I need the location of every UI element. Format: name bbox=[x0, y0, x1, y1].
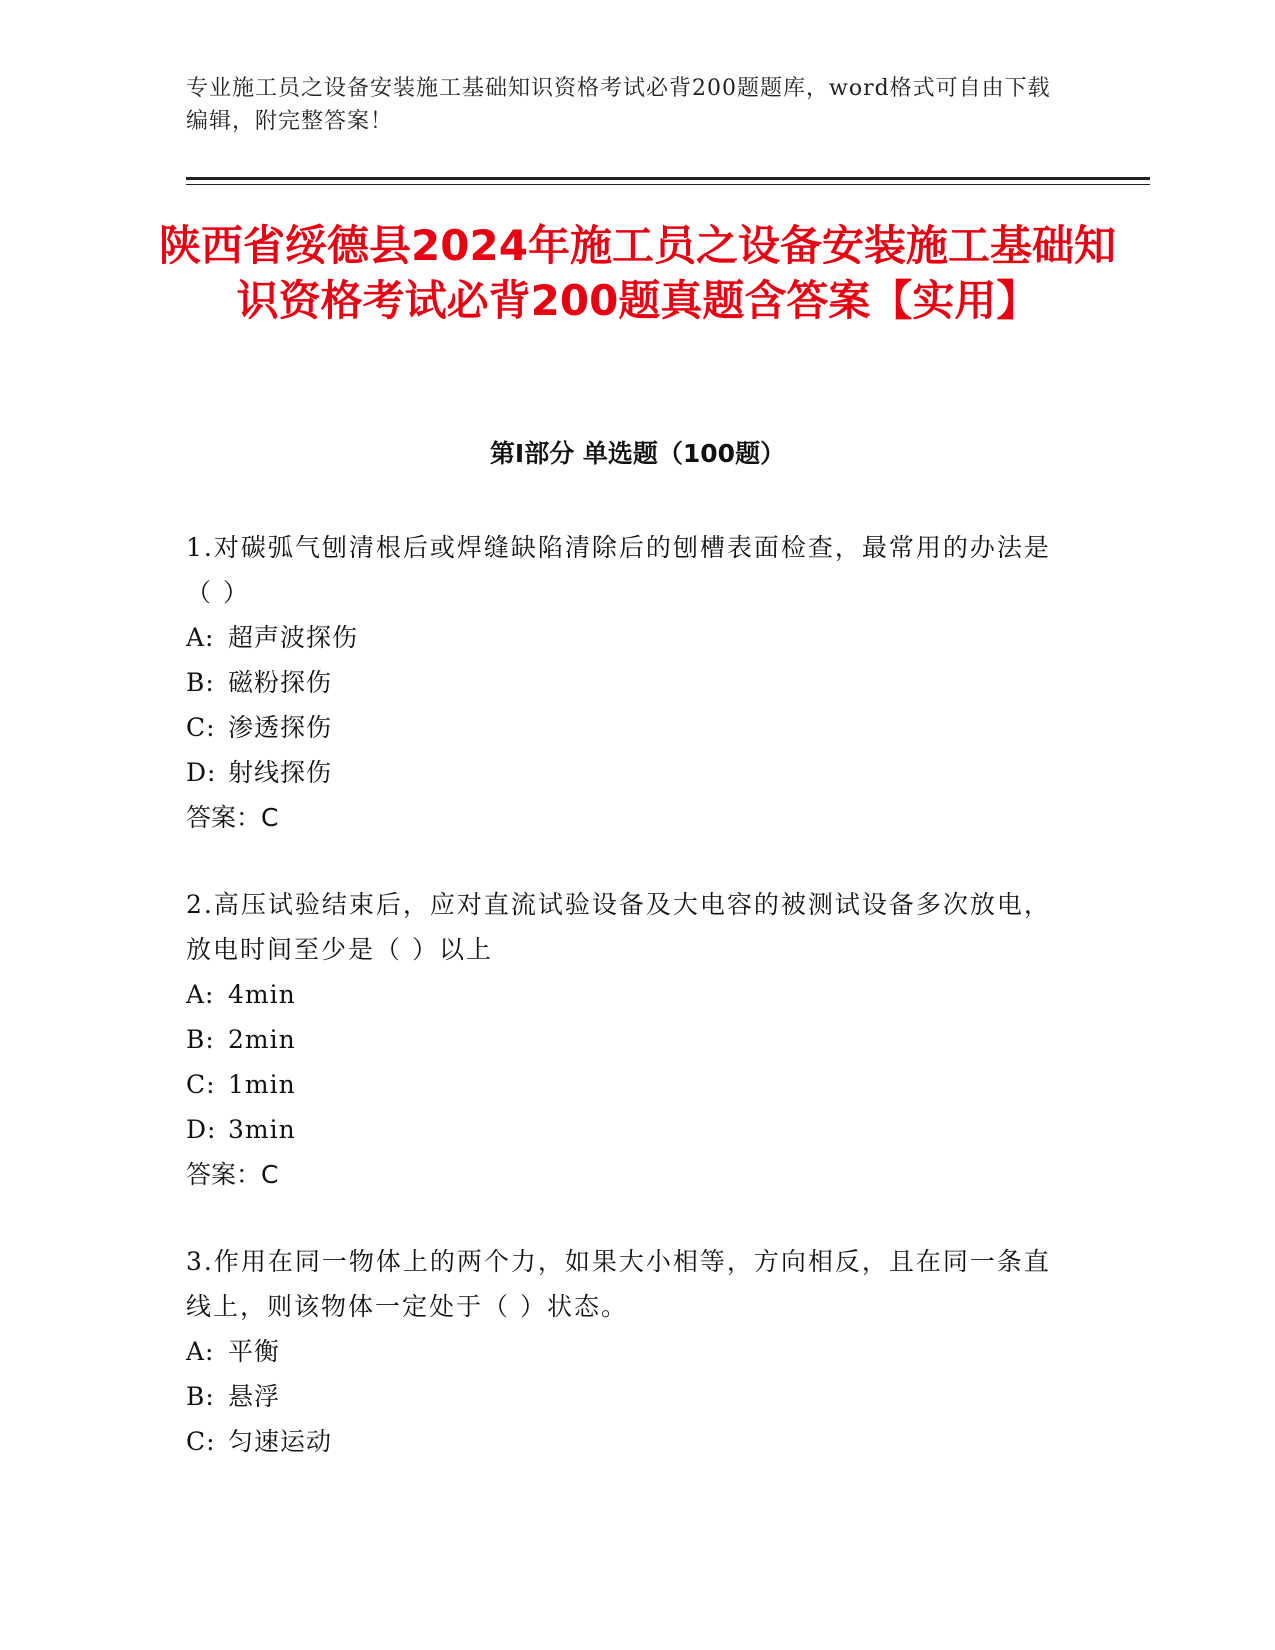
option-d bbox=[186, 750, 1066, 795]
answer-value: C bbox=[261, 1160, 279, 1189]
option-c bbox=[186, 705, 1066, 750]
option-letter: B: bbox=[186, 668, 215, 697]
option-a bbox=[186, 972, 1066, 1017]
option-text: 4min bbox=[228, 980, 296, 1009]
answer-label: 答案： bbox=[186, 1160, 262, 1189]
option-a bbox=[186, 1329, 1066, 1374]
option-d bbox=[186, 1107, 1066, 1152]
option-text: 磁粉探伤 bbox=[228, 668, 333, 697]
option-letter: C: bbox=[186, 1427, 216, 1456]
option-letter: C: bbox=[186, 713, 216, 742]
answer-line bbox=[186, 1152, 1066, 1197]
question-stem: 1.对碳弧气刨清根后或焊缝缺陷清除后的刨槽表面检查，最常用的办法是（ ） bbox=[186, 533, 1051, 607]
document-title: 陕西省绥德县2024年施工员之设备安装施工基础知识资格考试必背200题真题含答案【实用】 bbox=[159, 221, 1116, 325]
answer-value: C bbox=[261, 803, 279, 832]
header-divider-thick bbox=[186, 177, 1150, 180]
option-c bbox=[186, 1419, 1066, 1464]
option-letter: C: bbox=[186, 1070, 216, 1099]
option-letter: B: bbox=[186, 1382, 215, 1411]
option-text: 匀速运动 bbox=[228, 1427, 333, 1456]
option-letter: B: bbox=[186, 1025, 215, 1054]
section-title: 第Ⅰ部分 单选题（100题） bbox=[489, 439, 786, 468]
option-a bbox=[186, 615, 1066, 660]
option-text: 1min bbox=[228, 1070, 296, 1099]
question-2 bbox=[186, 882, 1066, 1197]
option-b bbox=[186, 660, 1066, 705]
option-letter: A: bbox=[186, 980, 215, 1009]
header-divider-thin bbox=[186, 184, 1150, 185]
option-text: 超声波探伤 bbox=[228, 623, 359, 652]
option-text: 渗透探伤 bbox=[228, 713, 333, 742]
question-1 bbox=[186, 525, 1066, 840]
answer-line bbox=[186, 795, 1066, 840]
option-text: 射线探伤 bbox=[228, 758, 333, 787]
answer-label: 答案： bbox=[186, 803, 262, 832]
header-note: 专业施工员之设备安装施工基础知识资格考试必背200题题库，word格式可自由下载编辑，附完整答案！ bbox=[186, 76, 1051, 134]
question-3 bbox=[186, 1239, 1066, 1464]
option-letter: D: bbox=[186, 758, 217, 787]
question-stem: 3.作用在同一物体上的两个力，如果大小相等，方向相反，且在同一条直线上，则该物体一定处于（ ）状态。 bbox=[186, 1247, 1051, 1321]
option-b bbox=[186, 1374, 1066, 1419]
option-text: 2min bbox=[228, 1025, 296, 1054]
question-list bbox=[186, 525, 1066, 1506]
option-letter: A: bbox=[186, 623, 215, 652]
option-c bbox=[186, 1062, 1066, 1107]
option-b bbox=[186, 1017, 1066, 1062]
option-text: 悬浮 bbox=[228, 1382, 281, 1411]
question-stem: 2.高压试验结束后，应对直流试验设备及大电容的被测试设备多次放电，放电时间至少是（ ）以上 bbox=[186, 890, 1051, 964]
option-letter: A: bbox=[186, 1337, 215, 1366]
option-text: 平衡 bbox=[228, 1337, 281, 1366]
option-text: 3min bbox=[228, 1115, 296, 1144]
option-letter: D: bbox=[186, 1115, 217, 1144]
